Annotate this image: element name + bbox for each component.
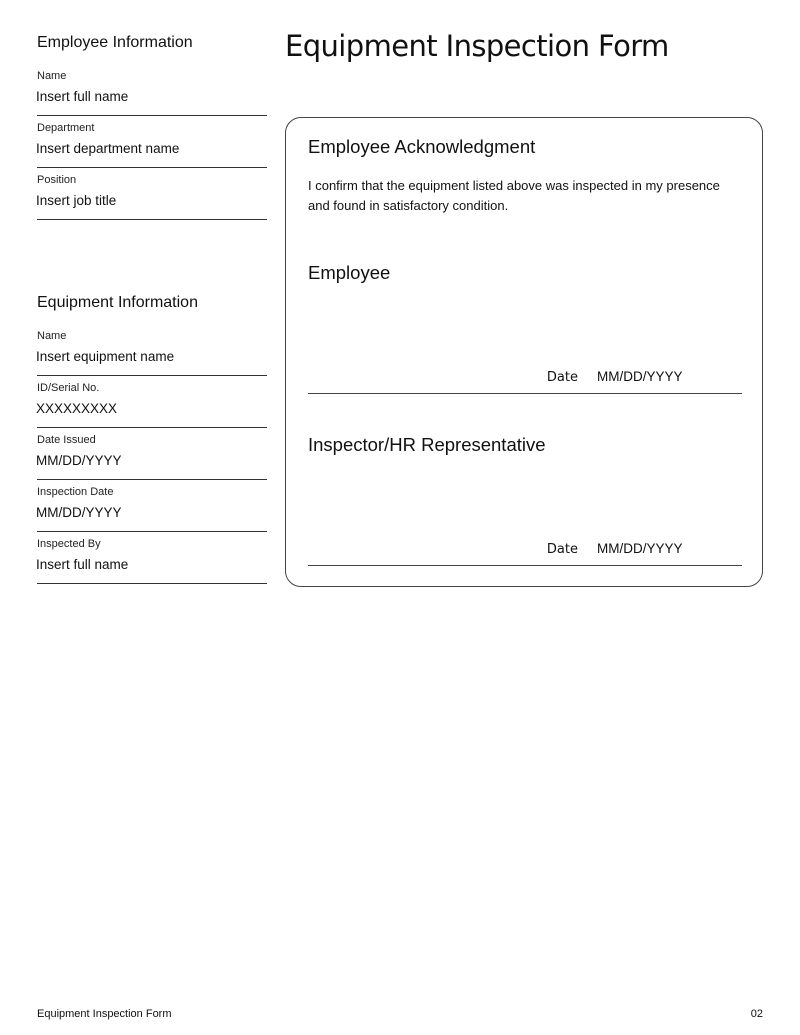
employee-department-value[interactable]: Insert department name [36, 141, 180, 156]
employee-name-value[interactable]: Insert full name [36, 89, 129, 104]
inspector-date-value[interactable]: MM/DD/YYYY [597, 541, 683, 556]
equipment-name-field[interactable] [37, 324, 267, 376]
inspection-date-value[interactable]: MM/DD/YYYY [36, 505, 122, 520]
employee-position-value[interactable]: Insert job title [36, 193, 117, 208]
footer-document-name: Equipment Inspection Form [37, 1008, 172, 1020]
employee-signature-line[interactable] [308, 367, 742, 394]
date-issued-value[interactable]: MM/DD/YYYY [36, 453, 122, 468]
inspected-by-value[interactable]: Insert full name [36, 557, 129, 572]
date-issued-label: Date Issued [37, 434, 96, 446]
employee-department-label: Department [37, 122, 95, 134]
inspected-by-field[interactable] [37, 532, 267, 584]
serial-number-value[interactable]: XXXXXXXXX [36, 401, 118, 416]
employee-information-heading: Employee Information [37, 34, 193, 51]
serial-number-field[interactable] [37, 376, 267, 428]
inspection-date-label: Inspection Date [37, 486, 114, 498]
inspector-date-label: Date [546, 542, 578, 557]
employee-department-field[interactable] [37, 116, 267, 168]
acknowledgment-statement: I confirm that the equipment listed above was inspected in my presence and found in satisfactory condition. [308, 178, 720, 213]
employee-position-label: Position [37, 174, 77, 186]
serial-number-label: ID/Serial No. [37, 382, 100, 394]
employee-signature-heading: Employee [308, 262, 391, 283]
employee-date-value[interactable]: MM/DD/YYYY [597, 369, 683, 384]
acknowledgment-heading: Employee Acknowledgment [308, 136, 536, 157]
page-title: Equipment Inspection Form [285, 29, 669, 63]
equipment-name-value[interactable]: Insert equipment name [36, 349, 175, 364]
employee-information-section [37, 33, 267, 220]
inspector-signature-heading: Inspector/HR Representative [308, 434, 546, 455]
date-issued-field[interactable] [37, 428, 267, 480]
inspector-signature-line[interactable] [308, 539, 742, 566]
employee-position-field[interactable] [37, 168, 267, 220]
inspected-by-label: Inspected By [37, 538, 101, 550]
acknowledgment-card [285, 117, 763, 587]
employee-date-label: Date [546, 370, 578, 385]
equipment-information-section [37, 293, 267, 584]
footer-page-number: 02 [750, 1008, 763, 1020]
employee-name-field[interactable] [37, 64, 267, 116]
employee-name-label: Name [37, 70, 67, 82]
equipment-information-heading: Equipment Information [37, 294, 198, 311]
equipment-name-label: Name [37, 330, 67, 342]
inspection-date-field[interactable] [37, 480, 267, 532]
